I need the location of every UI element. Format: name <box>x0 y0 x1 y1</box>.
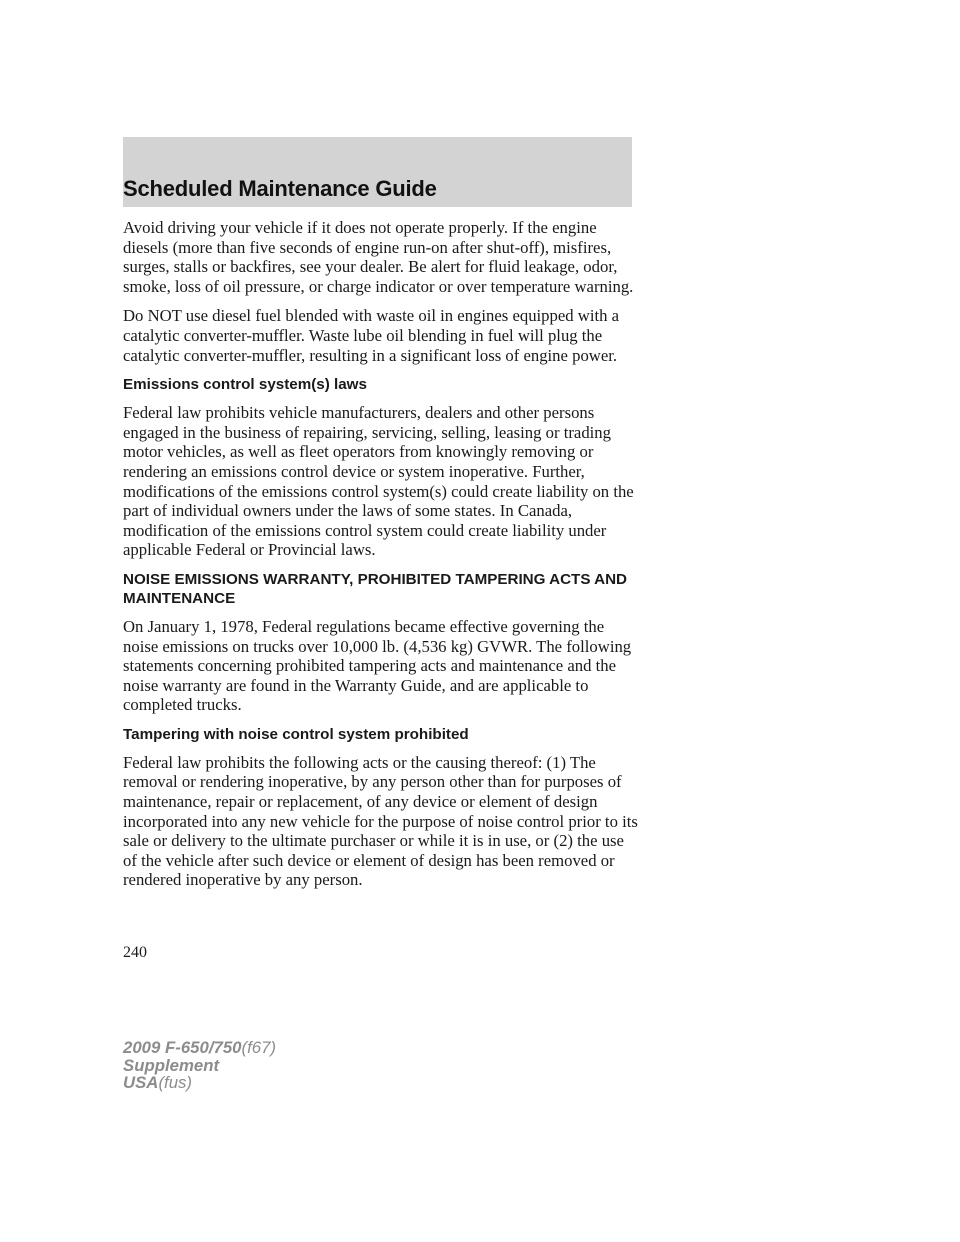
page-number: 240 <box>123 944 147 961</box>
paragraph-diesel-fuel: Do NOT use diesel fuel blended with waste oil in engines equipped with a catalytic converter-muffler. Waste lube oil blending in fuel will plug the catalytic converter-muffler, resulting in a significant loss of engine power. <box>123 306 620 365</box>
paragraph-noise-regulations: On January 1, 1978, Federal regulations became effective governing the noise emissions on trucks over 10,000 lb. (4,536 kg) GVWR. The following statements concerning prohibited tampering acts and maintenance and the noise warranty are found in the Warranty Guide, and are applicable to completed trucks. <box>123 616 632 715</box>
footer-model-line <box>123 1039 276 1057</box>
footer-market-code: (fus) <box>158 1073 192 1092</box>
page-title: Scheduled Maintenance Guide <box>123 176 437 201</box>
paragraph-federal-law: Federal law prohibits vehicle manufacturers, dealers and other persons engaged in the business of repairing, servicing, selling, leasing or trading motor vehicles, as well as fleet operators from knowingly removing or rendering an emissions control device or system inoperative. Further, modifications of the emissions control system(s) could create liability on the part of individual owners under the laws of some states. In Canada, modification of the emissions control system could create liability under applicable Federal or Provincial laws. <box>123 403 634 560</box>
paragraph-tampering-prohibited: Federal law prohibits the following acts or the causing thereof: (1) The removal or rendering inoperative, by any person other than for purposes of maintenance, repair or replacement, of any device or element of design incorporated into any new vehicle for the purpose of noise control prior to its sale or delivery to the ultimate purchaser or while it is in use, or (2) the use of the vehicle after such device or element of design has been removed or rendered inoperative by any person. <box>123 752 638 890</box>
main-content <box>123 218 638 900</box>
footer-document-info <box>123 1039 276 1092</box>
paragraph-avoid-driving: Avoid driving your vehicle if it does not operate properly. If the engine diesels (more than five seconds of engine run-on after shut-off), misfires, surges, stalls or backfires, see your dealer. Be alert for fluid leakage, odor, smoke, loss of oil pressure, or charge indicator or over temperature warning. <box>123 218 634 296</box>
footer-market: USA <box>123 1073 159 1092</box>
heading-tampering: Tampering with noise control system prohibited <box>123 725 469 743</box>
heading-noise-emissions-warranty: NOISE EMISSIONS WARRANTY, PROHIBITED TAMPERING ACTS AND MAINTENANCE <box>123 570 628 607</box>
footer-doc-type: Supplement <box>123 1055 220 1075</box>
footer-market-line <box>123 1074 276 1092</box>
footer-model-code: (f67) <box>241 1038 277 1057</box>
heading-emissions-laws: Emissions control system(s) laws <box>123 376 367 394</box>
footer-model: 2009 F-650/750 <box>123 1038 242 1057</box>
footer-doctype-line <box>123 1057 276 1075</box>
